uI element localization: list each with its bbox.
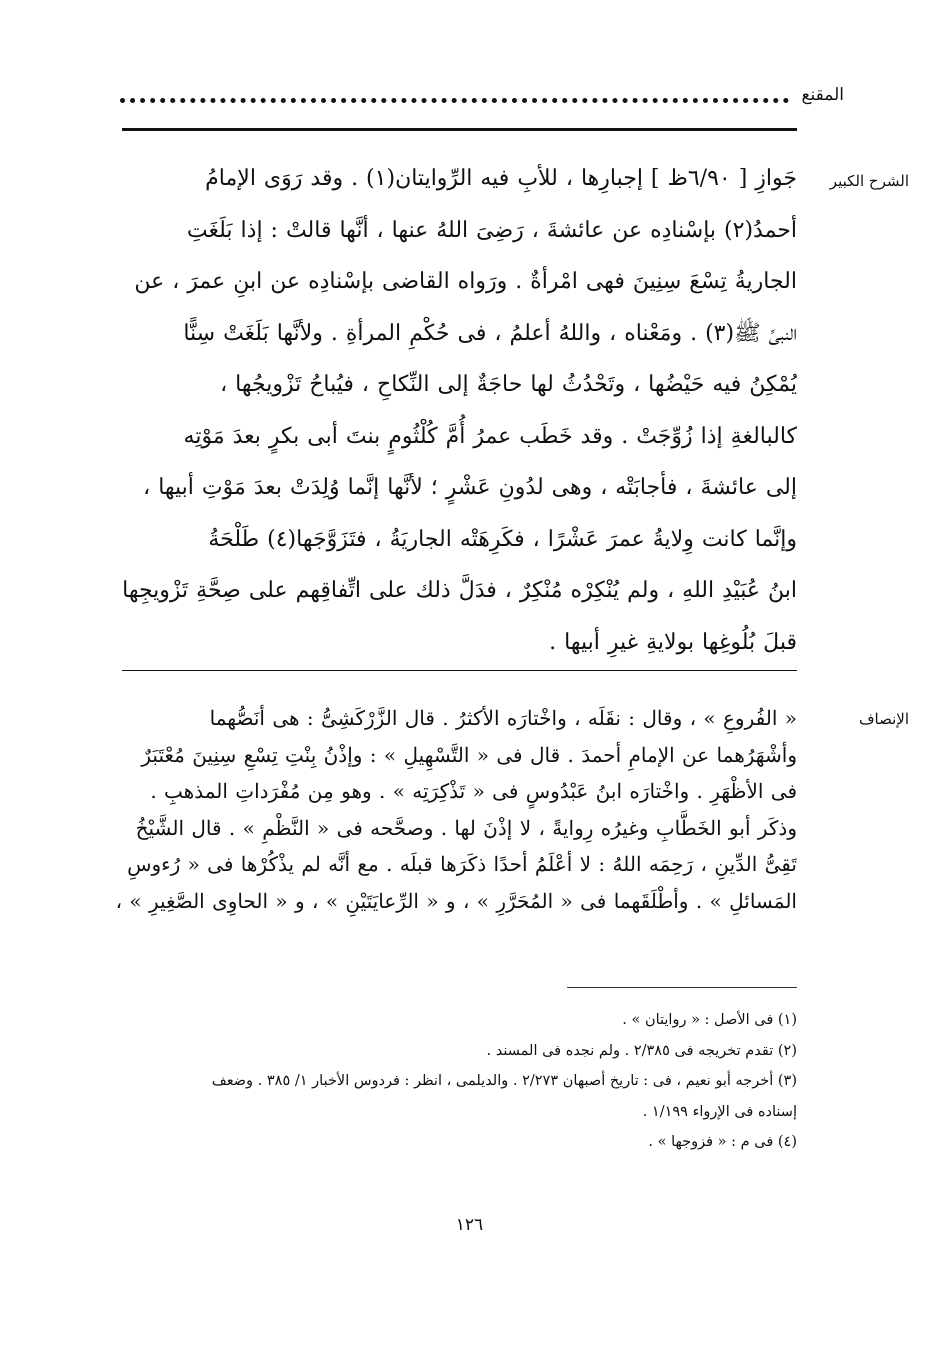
text-line: يُمْكِنُ فيه حَيْضُها ، وتَحْدُثُ لها حاجَةٌ إلى النِّكاحِ ، فيُباحُ تَزْويجُها ،	[220, 372, 797, 397]
page-number: ١٢٦	[455, 1215, 484, 1235]
text-line: جَوازِ [ ٦/٩٠ظ ] إجبارِها ، للأبِ فيه الرِّوايتان(١) . وقد رَوَى الإمامُ	[205, 166, 797, 191]
footnotes	[110, 1005, 797, 1158]
dotted-leader	[120, 98, 789, 103]
section-label-insaf: الإنصاف	[858, 710, 909, 728]
text-line: ابنُ عُبَيْدِ اللهِ ، ولم يُنْكِرْه مُنْكِرٌ ، فدَلَّ ذلك على اتِّفاقِهم على صِحَّةِ تَزْويجِها	[122, 578, 797, 603]
running-title: المقنع	[801, 85, 844, 105]
footnote-divider	[567, 987, 797, 988]
text-line: الجاريةُ تِسْعَ سِنِينَ فهى امْرأةٌ . ورَواه القاضى بإسْنادِه عن ابنِ عمرَ ، عن	[134, 269, 797, 294]
text-line: النبىِّ ﷺ(٣) . ومَعْناه ، واللهُ أعلمُ ، فى حُكْمِ المرأةِ . ولأنَّها بَلَغَتْ سِنًّا	[183, 320, 797, 346]
text-line: أحمدُ(٢) بإسْنادِه عن عائشةَ ، رَضِىَ اللهُ عنها ، أنَّها قالتْ : إذا بَلَغَتِ	[186, 217, 797, 243]
footnote: (٤) فى م : « فزوجها » .	[648, 1134, 797, 1150]
section-label-sharh: الشرح الكبير	[829, 172, 909, 190]
text-line: المَسائلِ » . وأطْلَقَهما فى « المُحَرَّرِ » ، و « الرِّعايَتَيْنِ » ، و « الحاوِى الصَّغِيرِ » ،	[115, 888, 797, 913]
text-line: إلى عائشةَ ، فأجابَتْه ، وهى لدُونِ عَشْرٍ ؛ لأنَّها إنَّما وُلِدَتْ بعدَ مَوْتِ أبيها ،	[143, 475, 797, 500]
section-divider	[122, 670, 797, 671]
text-line: وإنَّما كانت وِلايةُ عمرَ عَشْرًا ، فكَرِهَتْه الجاريَةُ ، فتَزَوَّجَها(٤) طَلْحَةُ	[208, 526, 797, 552]
text-line: « الفُروعِ » ، وقال : نقَلَه ، واخْتارَه الأكثرُ . قال الزَّرْكَشِىُّ : هى أنَصُّهما	[209, 706, 797, 730]
footnote: (١) فى الأصل : « روايتان » .	[622, 1012, 797, 1028]
text-line: كالبالغةِ إذا زُوِّجَتْ . وقد خَطَب عمرُ أُمَّ كُلْثُومٍ بنتَ أبى بكرٍ بعدَ مَوْتِه	[183, 423, 797, 449]
footnote: (٢) تقدم تخريجه فى ٢/٣٨٥ . ولم نجده فى المسند .	[486, 1042, 797, 1059]
text-line: فى الأظْهَرِ . واخْتارَه ابنُ عَبْدُوسٍ فى « تَذْكِرَتِه » . وهو مِن مُفْرَداتِ المذهبِ .	[150, 779, 797, 803]
text-line: وأشْهَرُهما عن الإمامِ أحمدَ . قال فى « التَّسْهِيلِ » : وإذْنُ بِنْتِ تِسْعِ سِنِينَ مُعْتَبَرٌ	[141, 742, 797, 767]
sharh-text-block	[110, 153, 797, 668]
text-line: قبلَ بُلُوغِها بولايةِ غيرِ أبيها .	[549, 629, 797, 655]
insaf-text-block	[110, 700, 797, 919]
text-line: تَقِىُّ الدِّينِ ، رَحِمَه اللهُ : لا أعْلَمُ أحدًا ذكَرَها قبلَه . مع أنَّه لم يذْكُرْها فى « رُءوسِ	[127, 852, 797, 876]
header-rule	[122, 128, 797, 131]
text-line: وذكَر أبو الخَطَّابِ وغيرُه رِوايةً ، لا إذْنَ لها . وصحَّحه فى « النَّظْمِ » . قال الشَّيْخُ	[135, 815, 797, 840]
footnote: (٣) أخرجه أبو نعيم ، فى : تاريخ أصبهان ٢/٢٧٣ . والديلمى ، انظر : فردوس الأخبار ١/ ٣٨٥ . وضعف	[211, 1073, 797, 1089]
footnote-continuation: إسناده فى الإرواء ١/١٩٩ .	[642, 1103, 797, 1120]
